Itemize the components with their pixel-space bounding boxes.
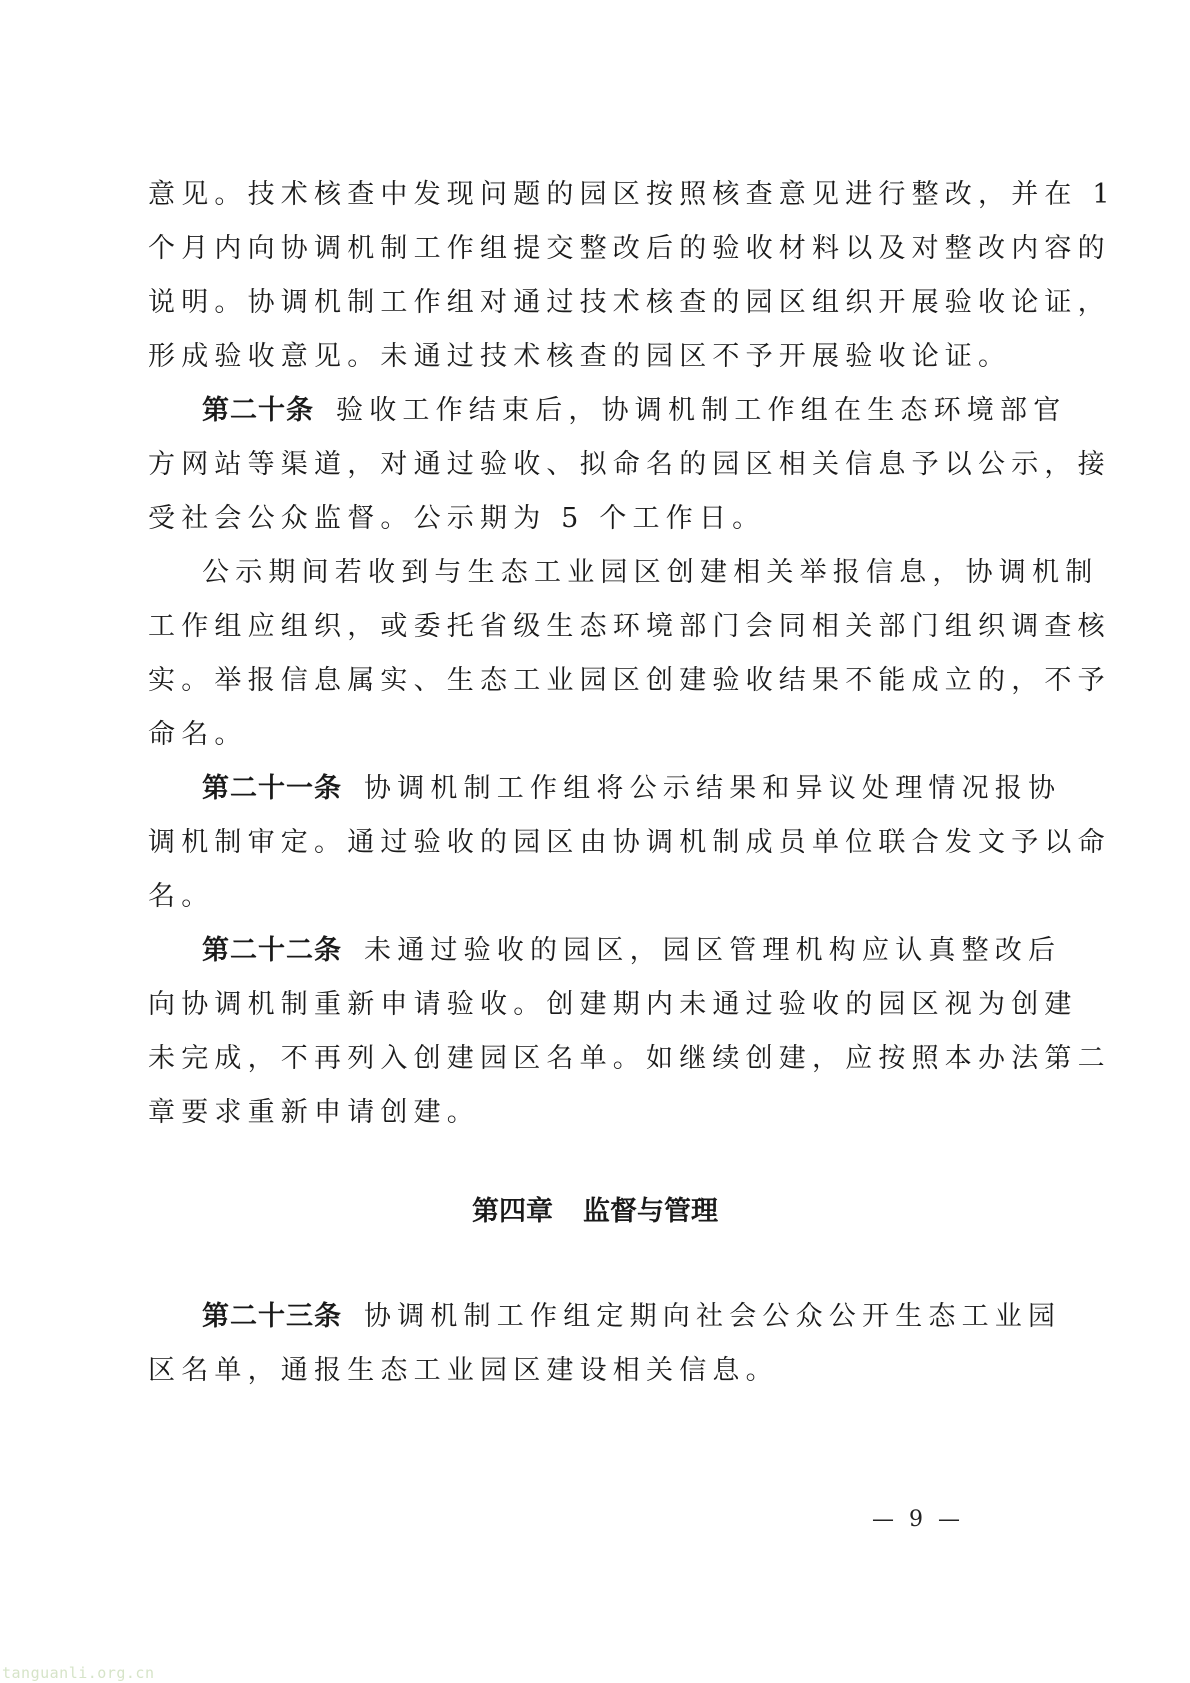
- body-line: 命名。: [148, 719, 248, 750]
- article-20-first-line: [202, 394, 1067, 428]
- article-number: 第二十二条: [202, 935, 342, 966]
- article-text: 未通过验收的园区，园区管理机构应认真整改后: [364, 935, 1062, 966]
- chapter-number: 第四章: [472, 1196, 553, 1227]
- article-text: 协调机制工作组定期向社会公众公开生态工业园: [364, 1301, 1062, 1332]
- body-line: 名。: [148, 881, 215, 912]
- chapter-title: 监督与管理: [583, 1196, 718, 1227]
- body-line: 个月内向协调机制工作组提交整改后的验收材料以及对整改内容的: [148, 233, 1111, 264]
- article-number: 第二十条: [202, 395, 314, 426]
- body-line: 工作组应组织，或委托省级生态环境部门会同相关部门组织调查核: [148, 611, 1111, 642]
- body-line: 向协调机制重新申请验收。创建期内未通过验收的园区视为创建: [148, 989, 1078, 1020]
- body-line: 区名单，通报生态工业园区建设相关信息。: [148, 1355, 779, 1386]
- chapter-heading: [0, 1195, 1190, 1229]
- article-number: 第二十一条: [202, 773, 342, 804]
- body-line: 受社会公众监督。公示期为 5 个工作日。: [148, 503, 766, 534]
- body-line: 未完成，不再列入创建园区名单。如继续创建，应按照本办法第二: [148, 1043, 1111, 1074]
- body-line: 章要求重新申请创建。: [148, 1097, 480, 1128]
- body-line: 调机制审定。通过验收的园区由协调机制成员单位联合发文予以命: [148, 827, 1111, 858]
- body-line: 形成验收意见。未通过技术核查的园区不予开展验收论证。: [148, 341, 1012, 372]
- body-line: 实。举报信息属实、生态工业园区创建验收结果不能成立的，不予: [148, 665, 1111, 696]
- body-line: 意见。技术核查中发现问题的园区按照核查意见进行整改，并在 1: [148, 179, 1116, 210]
- body-line: 公示期间若收到与生态工业园区创建相关举报信息，协调机制: [202, 557, 1099, 588]
- body-line: 说明。协调机制工作组对通过技术核查的园区组织开展验收论证，: [148, 287, 1111, 318]
- page-number: — 9 —: [872, 1507, 964, 1532]
- article-22-first-line: [202, 934, 1062, 968]
- article-text: 验收工作结束后，协调机制工作组在生态环境部官: [336, 395, 1067, 426]
- article-text: 协调机制工作组将公示结果和异议处理情况报协: [364, 773, 1062, 804]
- body-line: 方网站等渠道，对通过验收、拟命名的园区相关信息予以公示，接: [148, 449, 1111, 480]
- watermark: tanguanli.org.cn: [2, 1664, 155, 1682]
- article-21-first-line: [202, 772, 1062, 806]
- article-23-first-line: [202, 1300, 1062, 1334]
- article-number: 第二十三条: [202, 1301, 342, 1332]
